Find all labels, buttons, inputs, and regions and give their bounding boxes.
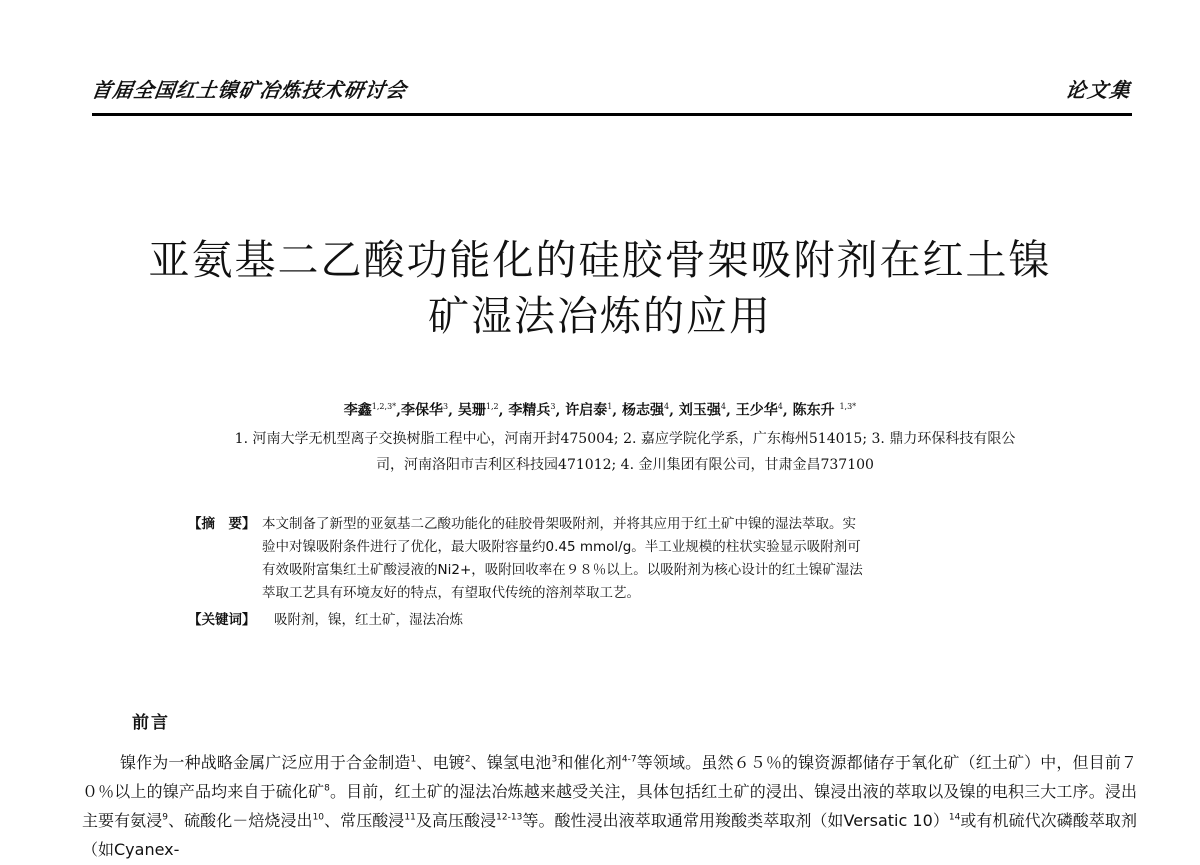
- body-text-run: 。目前，红土矿的湿法冶炼越来越受关注，具体包括红土矿的浸出、镍浸出液的萃取以及镍的电积三大工序。浸出主要有氨浸: [82, 782, 1137, 830]
- citation-marker: 4-7: [621, 754, 637, 765]
- author-affiliation-marker: 4: [720, 402, 726, 411]
- keywords-label: 【关键词】: [188, 612, 256, 628]
- author-affiliation-marker: 4: [664, 402, 670, 411]
- author-name: , 吴珊: [448, 402, 486, 419]
- abstract-text: 本文制备了新型的亚氨基二乙酸功能化的硅胶骨架吸附剂，并将其应用于红土矿中镍的湿法萃取。实 验中对镍吸附条件进行了优化，最大吸附容量约0.45 mmol/g。半工业规模的柱状实验显示吸附剂可 有效吸附富集红土矿酸浸液的Ni2+，吸附回收率在９８％以上。以吸附剂为核心设计的红土镍矿湿法 萃取工艺具有环境友好的特点，有望取代传统的溶剂萃取工艺。: [262, 516, 863, 601]
- citation-marker: 9: [162, 812, 169, 823]
- author-name: , 许启泰: [555, 402, 608, 419]
- abstract-label: 【摘 要】: [188, 516, 256, 532]
- affiliation-line-2: 司，河南洛阳市吉利区科技园471012; 4. 金川集团有限公司，甘肃金昌737100: [376, 457, 874, 473]
- body-text-run: 、电镀: [416, 753, 465, 772]
- body-text-run: 或有机硫代次磷酸萃取剂（如Cyanex-: [82, 811, 1137, 859]
- body-text-run: 等领域。虽然６５％的镍资源都储存于氧化矿（红土矿）中，但目前７０％以上的镍产品均来自于硫化矿: [82, 753, 1137, 801]
- body-text: [82, 748, 1137, 864]
- citation-marker: 11: [404, 812, 416, 823]
- citation-marker: 3: [551, 754, 558, 765]
- author-list: [0, 396, 1200, 422]
- body-text-run: 及高压酸浸: [415, 811, 497, 830]
- abstract-block: [188, 513, 1048, 632]
- body-text-run: 、硫酸化－焙烧浸出: [168, 811, 313, 830]
- affiliations: [110, 426, 1140, 478]
- proceedings-label: 论文集: [1064, 78, 1134, 102]
- author-affiliation-marker: 1,3*: [839, 402, 857, 411]
- author-affiliation-marker: 3: [550, 402, 556, 411]
- citation-marker: 2: [464, 754, 471, 765]
- section-heading: 前言: [132, 713, 170, 733]
- body-text-run: 镍作为一种战略金属广泛应用于合金制造: [120, 753, 411, 772]
- author-name: ,李保华: [396, 402, 444, 419]
- citation-marker: 1: [410, 754, 417, 765]
- author-name: , 陈东升: [782, 402, 840, 419]
- body-text-run: 、常压酸浸: [324, 811, 405, 830]
- author-affiliation-marker: 1,2,3*: [371, 402, 397, 411]
- citation-marker: 12-13: [496, 812, 523, 823]
- keywords-row: [188, 609, 1048, 632]
- keywords-text: 吸附剂，镍，红土矿，湿法冶炼: [274, 612, 463, 628]
- author-affiliation-marker: 3: [443, 402, 449, 411]
- author-name: , 王少华: [725, 402, 778, 419]
- citation-marker: 10: [312, 812, 325, 823]
- body-paragraph: [82, 748, 1137, 864]
- body-text-run: 、镍氢电池: [470, 753, 552, 772]
- body-text-run: 和催化剂: [557, 753, 622, 772]
- author-affiliation-marker: 1: [607, 402, 613, 411]
- title-line-2: 矿湿法冶炼的应用: [428, 292, 772, 340]
- header-rule: [92, 113, 1132, 116]
- author-name: , 刘玉强: [669, 402, 721, 419]
- affiliation-line-1: 1. 河南大学无机型离子交换树脂工程中心，河南开封475004; 2. 嘉应学院化学系，广东梅州514015; 3. 鼎力环保科技有限公: [234, 431, 1016, 447]
- conference-name: 首届全国红土镍矿冶炼技术研讨会: [90, 78, 409, 102]
- abstract-row: [188, 513, 1048, 605]
- author-name: , 李精兵: [498, 402, 551, 419]
- author-name: , 杨志强: [612, 402, 665, 419]
- paper-title: [60, 232, 1140, 344]
- citation-marker: 14: [948, 812, 961, 823]
- running-header: [92, 74, 1132, 104]
- title-line-1: 亚氨基二乙酸功能化的硅胶骨架吸附剂在红土镍: [148, 236, 1052, 284]
- body-text-run: 等。酸性浸出液萃取通常用羧酸类萃取剂（如Versatic 10）: [522, 811, 949, 830]
- citation-marker: 8: [324, 783, 330, 794]
- author-affiliation-marker: 4: [777, 402, 783, 411]
- author-name: 李鑫: [343, 402, 372, 419]
- author-affiliation-marker: 1,2: [485, 402, 499, 411]
